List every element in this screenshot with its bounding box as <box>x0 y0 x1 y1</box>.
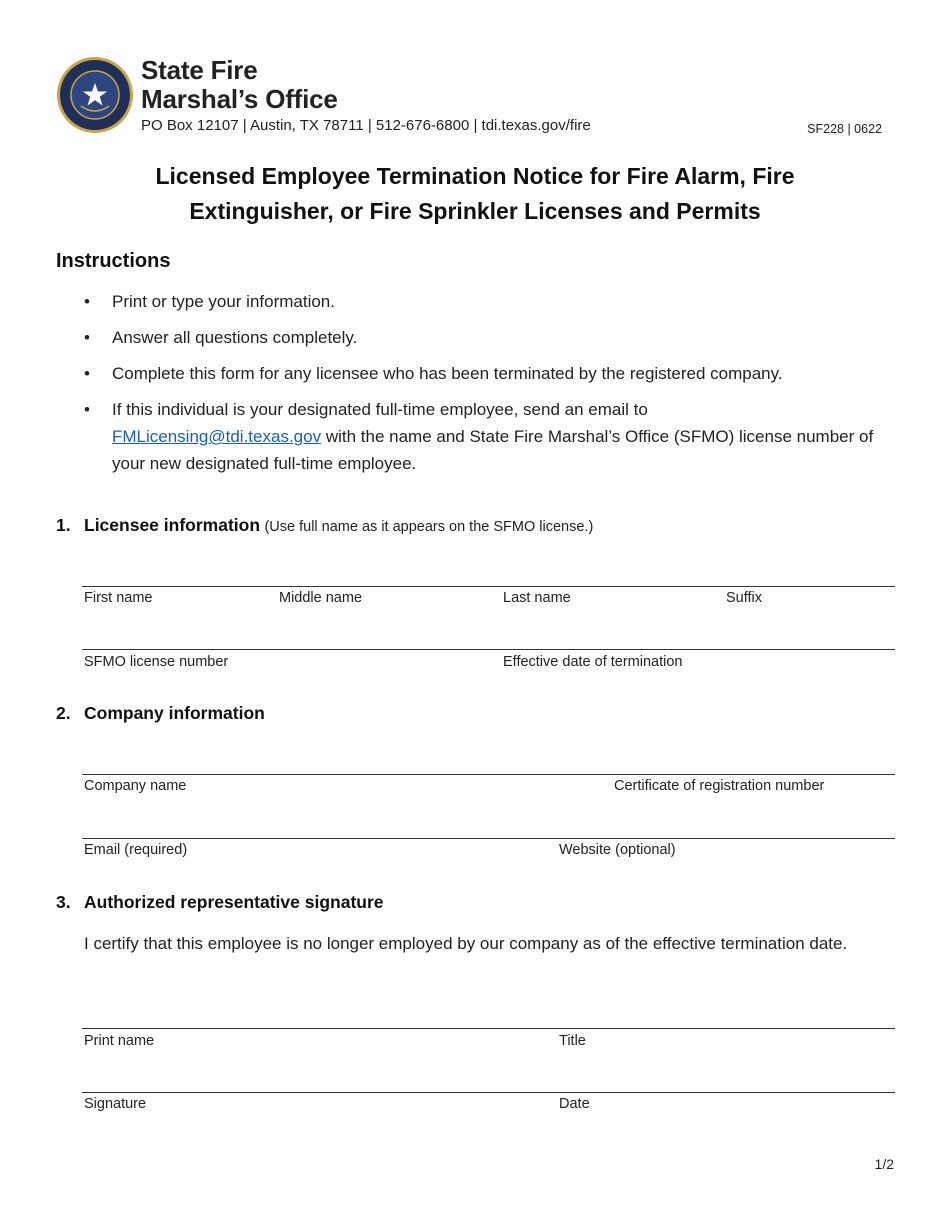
page-number: 1/2 <box>874 1156 894 1172</box>
email-row-line[interactable] <box>82 838 895 839</box>
email-label: Email (required) <box>84 842 188 858</box>
website-label: Website (optional) <box>559 842 676 858</box>
suffix-label: Suffix <box>726 590 763 606</box>
org-contact: PO Box 12107 | Austin, TX 78711 | 512-676-6800 | tdi.texas.gov/fire <box>141 117 591 134</box>
last-name-label: Last name <box>503 590 571 606</box>
state-fire-marshal-seal <box>56 56 134 134</box>
first-name-label: First name <box>84 590 153 606</box>
date-label: Date <box>559 1096 590 1112</box>
signature-row-line[interactable] <box>82 1092 895 1093</box>
instructions-list <box>84 288 884 486</box>
signature-label: Signature <box>84 1096 147 1112</box>
licensing-email-link[interactable]: FMLicensing@tdi.texas.gov <box>112 427 322 446</box>
section-2-number: 2. <box>56 703 71 723</box>
section-3-number: 3. <box>56 892 71 912</box>
org-name <box>141 56 338 114</box>
name-row-line[interactable] <box>82 586 895 587</box>
company-row-line[interactable] <box>82 774 895 775</box>
list-item: • Answer all questions completely. <box>84 324 884 351</box>
section-1-title: Licensee information <box>84 515 261 535</box>
form-title-line2: Extinguisher, or Fire Sprinkler Licenses and Permits <box>189 198 761 224</box>
certification-statement: I certify that this employee is no longer employed by our company as of the effective termination date. <box>84 934 848 953</box>
list-item: • Complete this form for any licensee who has been terminated by the registered company. <box>84 360 884 387</box>
form-id: SF228 | 0622 <box>807 122 882 136</box>
instruction-text: with the name and State Fire Marshal’s Office (SFMO) license number of your new designated full-time employee. <box>112 427 874 473</box>
section-1-number: 1. <box>56 515 71 535</box>
cert-number-label: Certificate of registration number <box>614 778 825 794</box>
form-title-line1: Licensed Employee Termination Notice for Fire Alarm, Fire <box>155 163 795 189</box>
org-name-line1: State Fire <box>141 55 258 85</box>
form-title <box>60 159 890 229</box>
list-item: • Print or type your information. <box>84 288 884 315</box>
org-name-line2: Marshal’s Office <box>141 84 338 114</box>
instruction-text: If this individual is your designated full-time employee, send an email to <box>112 400 648 419</box>
company-name-label: Company name <box>84 778 187 794</box>
section-1-note: (Use full name as it appears on the SFMO license.) <box>264 519 594 535</box>
middle-name-label: Middle name <box>279 590 363 606</box>
license-number-label: SFMO license number <box>84 654 229 670</box>
section-3-title: Authorized representative signature <box>84 892 384 912</box>
section-2-title: Company information <box>84 703 265 723</box>
print-name-row-line[interactable] <box>82 1028 895 1029</box>
title-label: Title <box>559 1033 586 1049</box>
termination-date-label: Effective date of termination <box>503 654 683 670</box>
instructions-heading: Instructions <box>56 250 171 272</box>
license-row-line[interactable] <box>82 649 895 650</box>
list-item <box>84 396 884 477</box>
print-name-label: Print name <box>84 1033 155 1049</box>
section-1-heading <box>84 515 593 536</box>
